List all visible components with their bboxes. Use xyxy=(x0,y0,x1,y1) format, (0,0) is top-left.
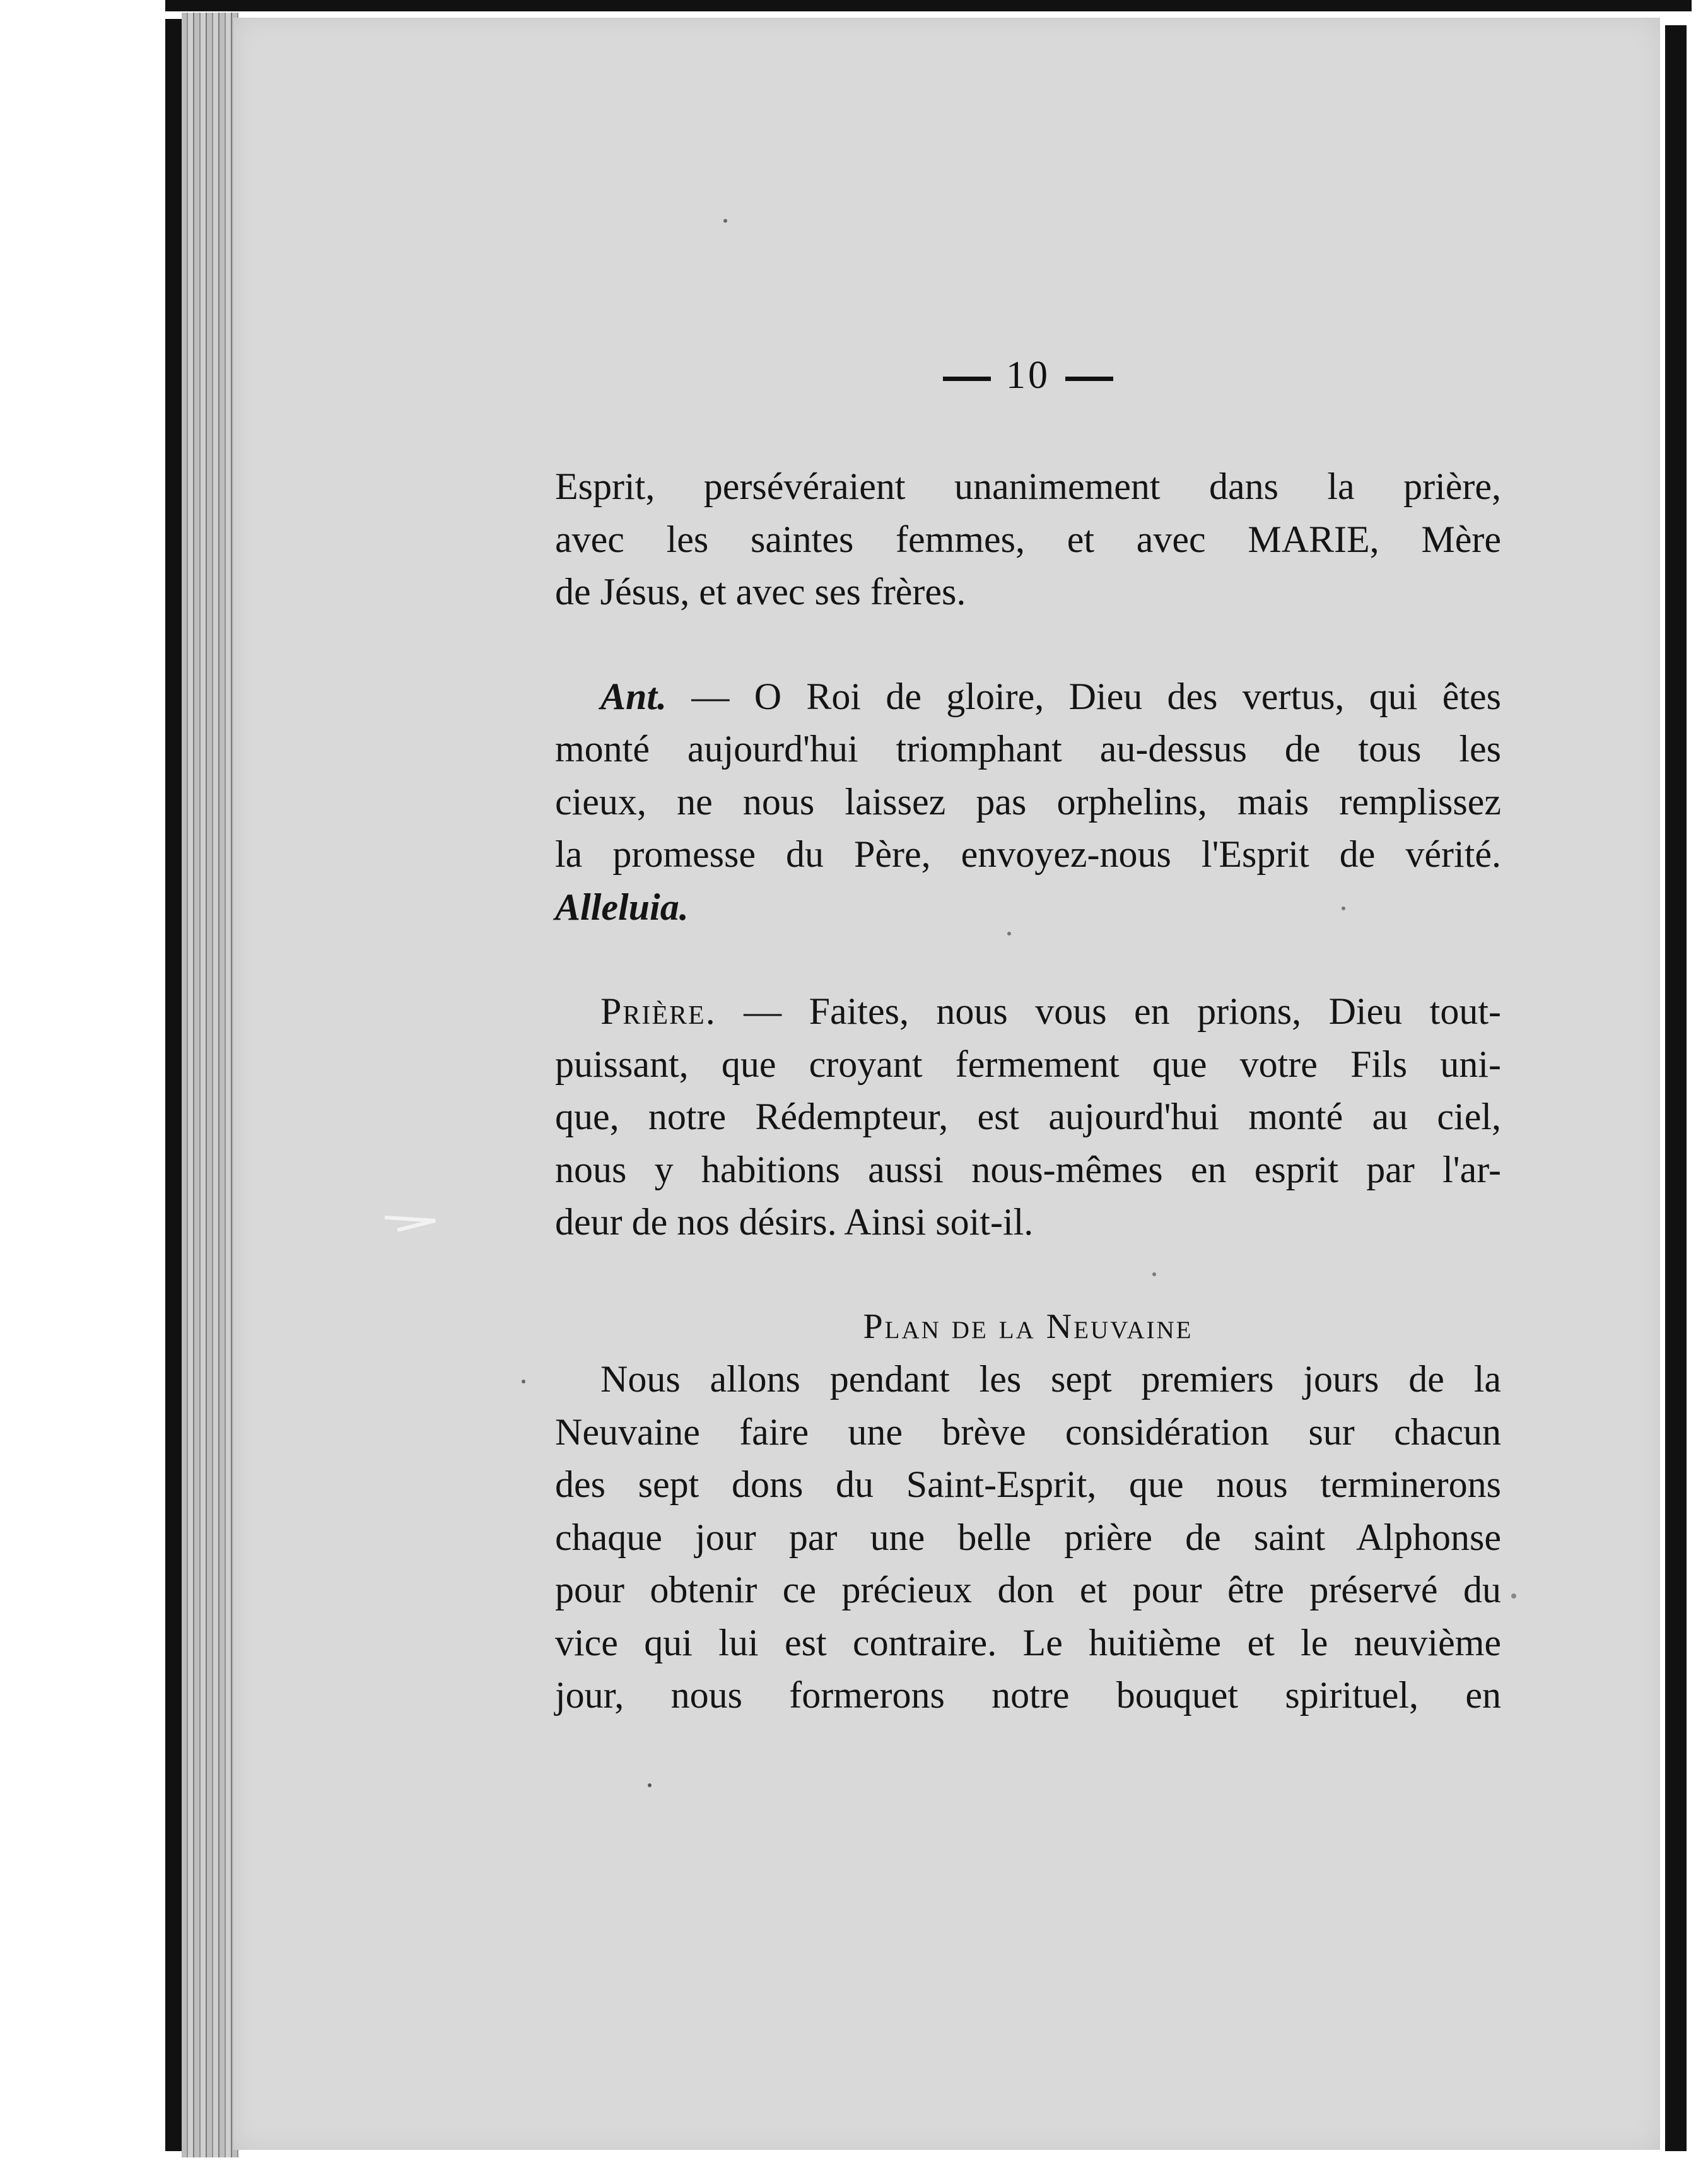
paragraph-plan xyxy=(555,1353,1501,1722)
text-line: chaque jour par une belle prière de saint Alphonse xyxy=(555,1516,1501,1558)
text-line: pour obtenir ce précieux don et pour être préservé du xyxy=(555,1569,1501,1611)
page-text xyxy=(555,461,1501,1722)
paragraph-prayer xyxy=(555,985,1501,1249)
text-line: des sept dons du Saint-Esprit, que nous terminerons xyxy=(555,1464,1501,1505)
text-line: Nous allons pendant les sept premiers jours de la xyxy=(600,1358,1501,1400)
text-line: la promesse du Père, envoyez-nous l'Esprit de vérité. xyxy=(555,833,1501,875)
film-frame-right xyxy=(1665,25,1687,2151)
text-line: que, notre Rédempteur, est aujourd'hui monté au ciel, xyxy=(555,1096,1501,1137)
paragraph-antiphon xyxy=(555,671,1501,934)
text-line: cieux, ne nous laissez pas orphelins, mais remplissez xyxy=(555,780,1501,823)
text-line: jour, nous formerons notre bouquet spirituel, en xyxy=(555,1674,1501,1716)
film-frame-left xyxy=(165,19,182,2151)
prayer-line: — Faites, nous vous en prions, Dieu tout- xyxy=(744,990,1501,1032)
text-line: avec les saintes femmes, et avec MARIE, Mère xyxy=(555,518,1501,560)
text-line: vice qui lui est contraire. Le huitième et le neuvième xyxy=(555,1621,1501,1663)
text-line: deur de nos désirs. Ainsi soit-il. xyxy=(555,1201,1034,1243)
text-line: puissant, que croyant fermement que votre Fils uni- xyxy=(555,1043,1501,1085)
text-line: Neuvaine faire une brève considération sur chacun xyxy=(555,1411,1501,1453)
text-line xyxy=(555,671,1501,724)
section-heading: Plan de la Neuvaine xyxy=(863,1306,1193,1346)
page-number-value: 10 xyxy=(1006,354,1050,397)
text-line: de Jésus, et avec ses frères. xyxy=(555,571,966,613)
dash-right xyxy=(1065,377,1113,381)
text-line: Esprit, persévéraient unanimement dans la prière, xyxy=(555,466,1501,507)
page-edges xyxy=(182,13,238,2157)
page-number xyxy=(921,353,1135,398)
dash-left xyxy=(943,377,991,381)
text-line: nous y habitions aussi nous-mêmes en esprit par l'ar- xyxy=(555,1148,1501,1190)
antiphon-closing: Alleluia. xyxy=(555,886,689,928)
text-line: monté aujourd'hui triomphant au-dessus de tous les xyxy=(555,728,1501,770)
film-frame-top xyxy=(165,0,1692,11)
paragraph-continuation xyxy=(555,461,1501,619)
text-line xyxy=(555,985,1501,1038)
prayer-label: Prière. xyxy=(600,990,717,1032)
antiphon-label: Ant. xyxy=(600,675,667,717)
antiphon-line: — O Roi de gloire, Dieu des vertus, qui êtes xyxy=(691,675,1502,717)
